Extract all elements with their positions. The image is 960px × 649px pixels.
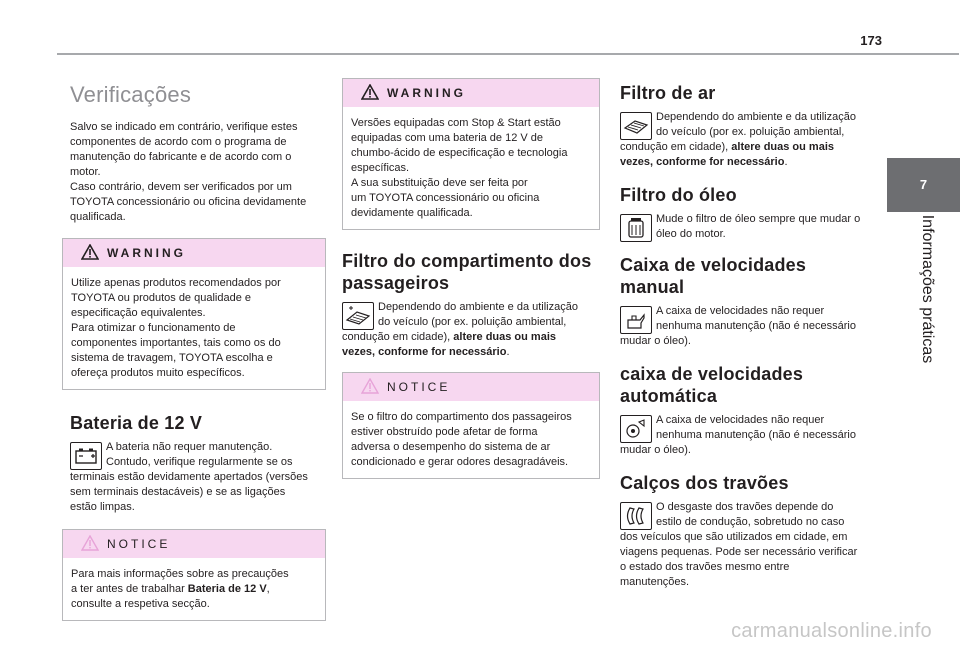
auto-gearbox-text: A caixa de velocidades não requer nenhuma manutenção (não é necessário mudar o óleo). — [620, 414, 856, 456]
warning-box — [62, 238, 326, 390]
notice-header — [63, 530, 325, 558]
air-filter-icon — [620, 112, 652, 140]
gearbox-icon — [620, 415, 652, 443]
stopstart-warning-box — [342, 78, 600, 230]
column-3 — [620, 82, 874, 590]
page-title: Verificações — [70, 82, 192, 107]
auto-gearbox-section — [620, 413, 874, 458]
watermark: carmanualsonline.info — [731, 620, 932, 642]
brake-pads-text: O desgaste dos travões depende do estilo de condução, sobretudo no caso dos veículos que são utilizados em cidade, em viagens pequenas. Pode ser necessário verificar o estado dos travões mesmo entre manutenções. — [620, 501, 858, 588]
brake-pads-section — [620, 500, 874, 590]
air-filter-text: Dependendo do ambiente e da utilização do veículo (por ex. poluição ambiental, condução em cidade), altere duas ou mais vezes, conforme for necessário. — [620, 111, 856, 168]
cabin-filter-heading: Filtro do compartimento dos passageiros — [342, 251, 592, 293]
chapter-tab[interactable]: 7 — [887, 158, 960, 212]
air-filter-section — [620, 110, 874, 170]
brake-pad-icon — [620, 502, 652, 530]
cabin-filter-text: Dependendo do ambiente e da utilização do veículo (por ex. poluição ambiental, condução em cidade), altere duas ou mais vezes, conforme for necessário. — [342, 301, 578, 358]
notice-icon — [361, 378, 379, 394]
notice-icon — [81, 535, 99, 551]
notice-text: Para mais informações sobre as precauções a ter antes de trabalhar Bateria de 12 V, consulte a respetiva secção. — [71, 568, 289, 610]
air-filter-heading: Filtro de ar — [620, 83, 716, 103]
notice-label: NOTICE — [387, 380, 451, 394]
oil-filter-icon — [620, 214, 652, 242]
warning-label: WARNING — [107, 246, 186, 260]
oil-filter-text: Mude o filtro de óleo sempre que mudar o óleo do motor. — [656, 213, 861, 240]
warning-header — [343, 79, 599, 107]
notice-label: NOTICE — [107, 537, 171, 551]
brake-pads-heading: Calços dos travões — [620, 473, 789, 493]
manual-gearbox-text: A caixa de velocidades não requer nenhuma manutenção (não é necessário mudar o óleo). — [620, 305, 856, 347]
oil-can-icon — [620, 306, 652, 334]
column-2 — [342, 78, 600, 479]
oil-filter-section — [620, 212, 874, 242]
warning-icon — [81, 244, 99, 260]
battery-section — [62, 440, 326, 515]
auto-gearbox-heading: caixa de velocidades automática — [620, 364, 804, 406]
column-1 — [62, 82, 326, 621]
manual-gearbox-section — [620, 304, 874, 349]
manual-gearbox-heading: Caixa de velocidades manual — [620, 255, 807, 297]
battery-heading: Bateria de 12 V — [70, 413, 203, 433]
notice-header — [343, 373, 599, 401]
oil-filter-heading: Filtro do óleo — [620, 185, 737, 205]
header-rule — [57, 53, 959, 55]
warning-icon — [361, 84, 379, 100]
notice-text: Se o filtro do compartimento dos passageiros estiver obstruído pode afetar de forma adversa o desempenho do sistema de ar condicionado e gerar odores desagradáveis. — [351, 411, 572, 468]
notice-box — [62, 529, 326, 621]
warning-text: Utilize apenas produtos recomendados por TOYOTA ou produtos de qualidade e especificação equivalentes. Para otimizar o funcionamento de componentes importantes, tais como os do sistema de travagem, TOYOTA escolha e ofereça produtos muito específicos. — [71, 277, 281, 379]
warning-header — [63, 239, 325, 267]
cabin-filter-section — [342, 300, 600, 360]
battery-icon — [70, 442, 102, 470]
intro-text: Salvo se indicado em contrário, verifique estes componentes de acordo com o programa de manutenção do fabricante e de acordo com o motor. Caso contrário, devem ser verificados por um TOYOTA concessionário ou oficina devidamente qualificada. — [70, 121, 307, 223]
page-number: 173 — [860, 33, 882, 48]
warning-label: WARNING — [387, 86, 466, 100]
battery-text: A bateria não requer manutenção. Contudo, verifique regularmente se os terminais estão devidamente apertados (versões sem terminais destacáveis) e se as ligações estão limpas. — [70, 441, 308, 513]
cabin-notice-box — [342, 372, 600, 479]
chapter-title: Informações práticas — [919, 214, 936, 364]
warning-text: Versões equipadas com Stop & Start estão equipadas com uma bateria de 12 V de chumbo-ácido de especificação e tecnologia específicas. A sua substituição deve ser feita por um TOYOTA concessionário ou oficina devidamente qualificada. — [351, 117, 568, 219]
cabin-filter-icon — [342, 302, 374, 330]
